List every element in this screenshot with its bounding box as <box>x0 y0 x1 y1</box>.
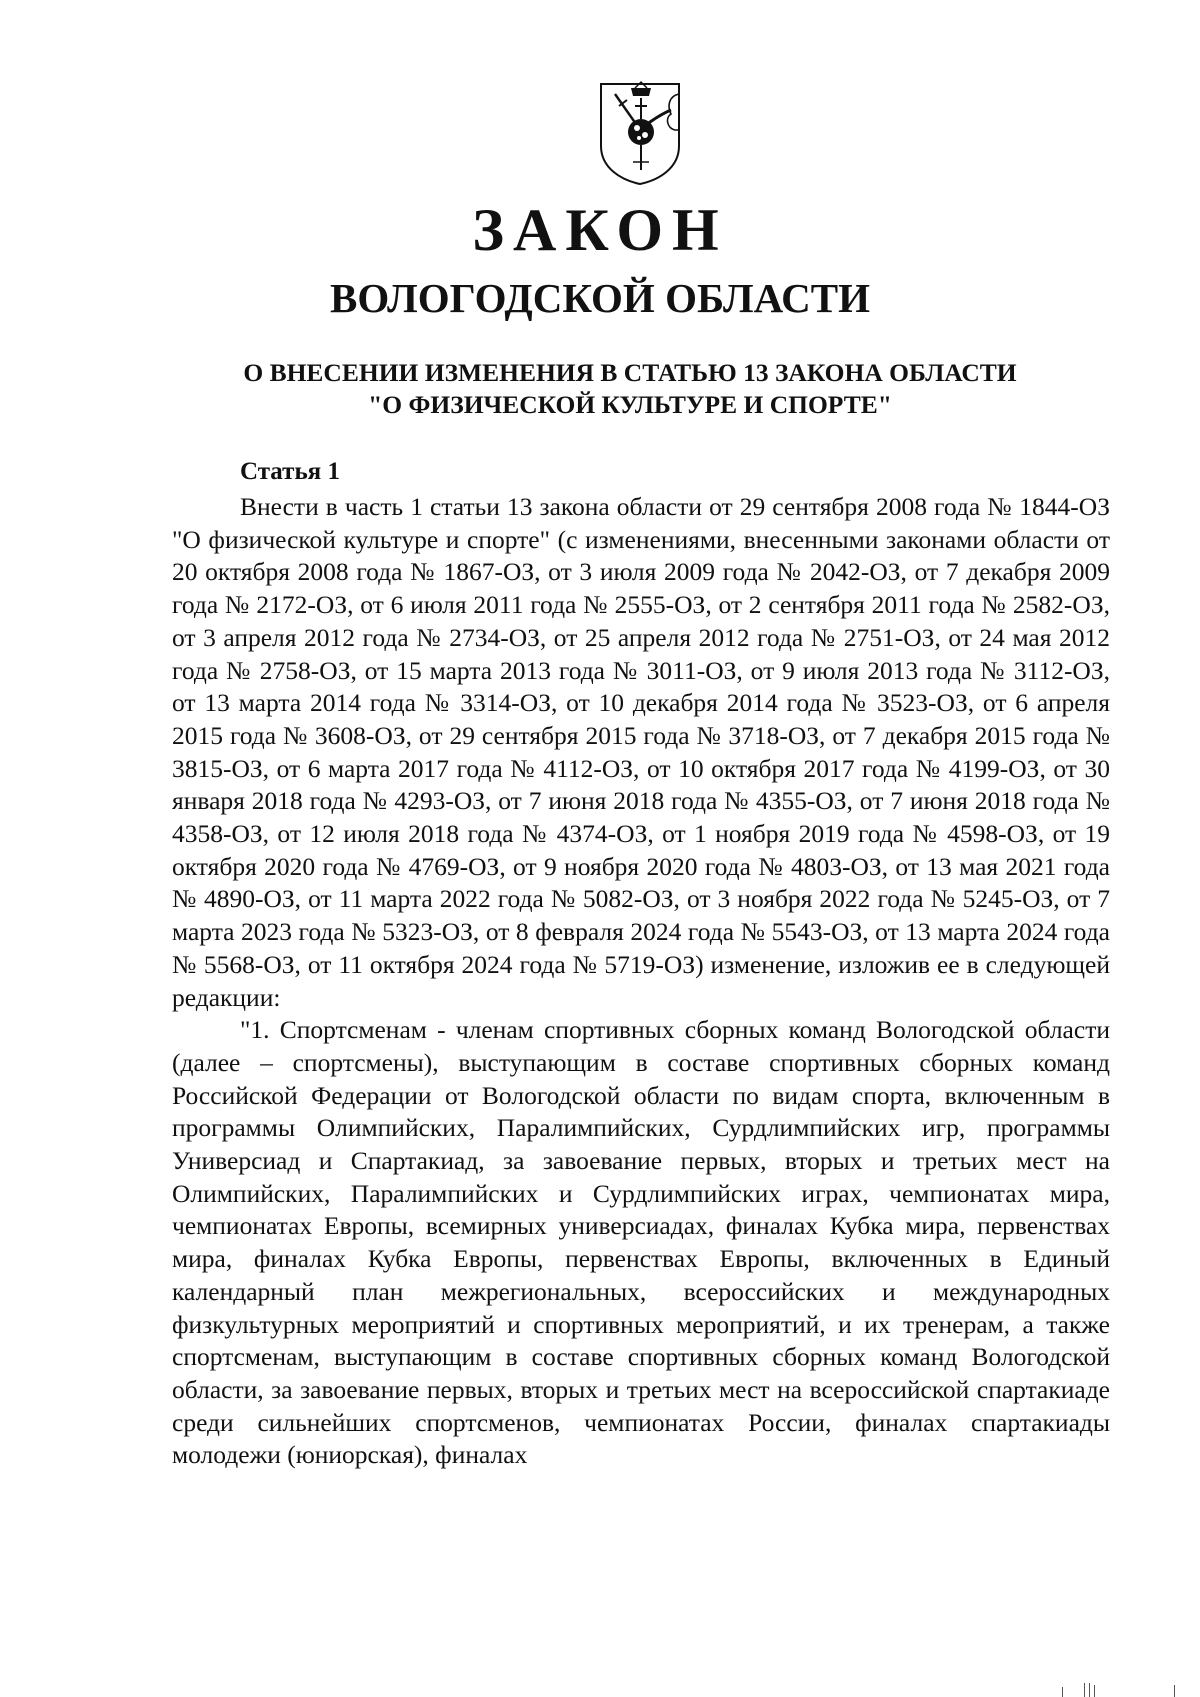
vologda-coat-of-arms-icon <box>597 80 683 186</box>
document-subject <box>190 357 1070 421</box>
article-paragraph-1: Внести в часть 1 статьи 13 закона области от 29 сентября 2008 года № 1844-ОЗ "О физической культуре и спорте" (с изменениями, внесенными законами области от 20 октября 2008 года № 1867-ОЗ, от 3 июля 2009 года № 2042-ОЗ, от 7 декабря 2009 года № 2172-ОЗ, от 6 июля 2011 года № 2555-ОЗ, от 2 сентября 2011 года № 2582-ОЗ, от 3 апреля 2012 года № 2734-ОЗ, от 25 апреля 2012 года № 2751-ОЗ, от 24 мая 2012 года № 2758-ОЗ, от 15 марта 2013 года № 3011-ОЗ, от 9 июля 2013 года № 3112-ОЗ, от 13 марта 2014 года № 3314-ОЗ, от 10 декабря 2014 года № 3523-ОЗ, от 6 апреля 2015 года № 3608-ОЗ, от 29 сентября 2015 года № 3718-ОЗ, от 7 декабря 2015 года № 3815-ОЗ, от 6 марта 2017 года № 4112-ОЗ, от 10 октября 2017 года № 4199-ОЗ, от 30 января 2018 года № 4293-ОЗ, от 7 июня 2018 года № 4355-ОЗ, от 7 июня 2018 года № 4358-ОЗ, от 12 июля 2018 года № 4374-ОЗ, от 1 ноября 2019 года № 4598-ОЗ, от 19 октября 2020 года № 4769-ОЗ, от 9 ноября 2020 года № 4803-ОЗ, от 13 мая 2021 года № 4890-ОЗ, от 11 марта 2022 года № 5082-ОЗ, от 3 ноября 2022 года № 5245-ОЗ, от 7 марта 2023 года № 5323-ОЗ, от 8 февраля 2024 года № 5543-ОЗ, от 13 марта 2024 года № 5568-ОЗ, от 11 октября 2024 года № 5719-ОЗ) изменение, изложив ее в следующей редакции: <box>172 492 1110 1012</box>
coat-of-arms-emblem <box>597 80 683 186</box>
article-heading: Статья 1 <box>240 458 340 485</box>
document-region: ВОЛОГОДСКОЙ ОБЛАСТИ <box>329 275 871 321</box>
subject-line-1: О ВНЕСЕНИИ ИЗМЕНЕНИЯ В СТАТЬЮ 13 ЗАКОНА ОБЛАСТИ <box>243 358 1017 387</box>
subject-line-2: "О ФИЗИЧЕСКОЙ КУЛЬТУРЕ И СПОРТЕ" <box>368 390 892 419</box>
scan-edge-marks <box>1062 1680 1182 1697</box>
document-title: ЗАКОН <box>472 197 728 263</box>
article-paragraph-2: "1. Спортсменам - членам спортивных сборных команд Вологодской области (далее – спортсмены), выступающим в составе спортивных сборных команд Российской Федерации от Вологодской области по видам спорта, включенным в программы Олимпийских, Паралимпийских, Сурдлимпийских игр, программы Универсиад и Спартакиад, за завоевание первых, вторых и третьих мест на Олимпийских, Паралимпийских и Сурдлимпийских играх, чемпионатах мира, чемпионатах Европы, всемирных универсиадах, финалах Кубка мира, первенствах мира, финалах Кубка Европы, первенствах Европы, включенных в Единый календарный план межрегиональных, всероссийских и международных физкультурных мероприятий и спортивных мероприятий, и их тренерам, а также спортсменам, выступающим в составе спортивных сборных команд Вологодской области, за завоевание первых, вторых и третьих мест на всероссийской спартакиаде среди сильнейших спортсменов, чемпионатах России, финалах спартакиады молодежи (юниорская), финалах <box>172 1015 1110 1470</box>
article-body <box>172 491 1110 1472</box>
